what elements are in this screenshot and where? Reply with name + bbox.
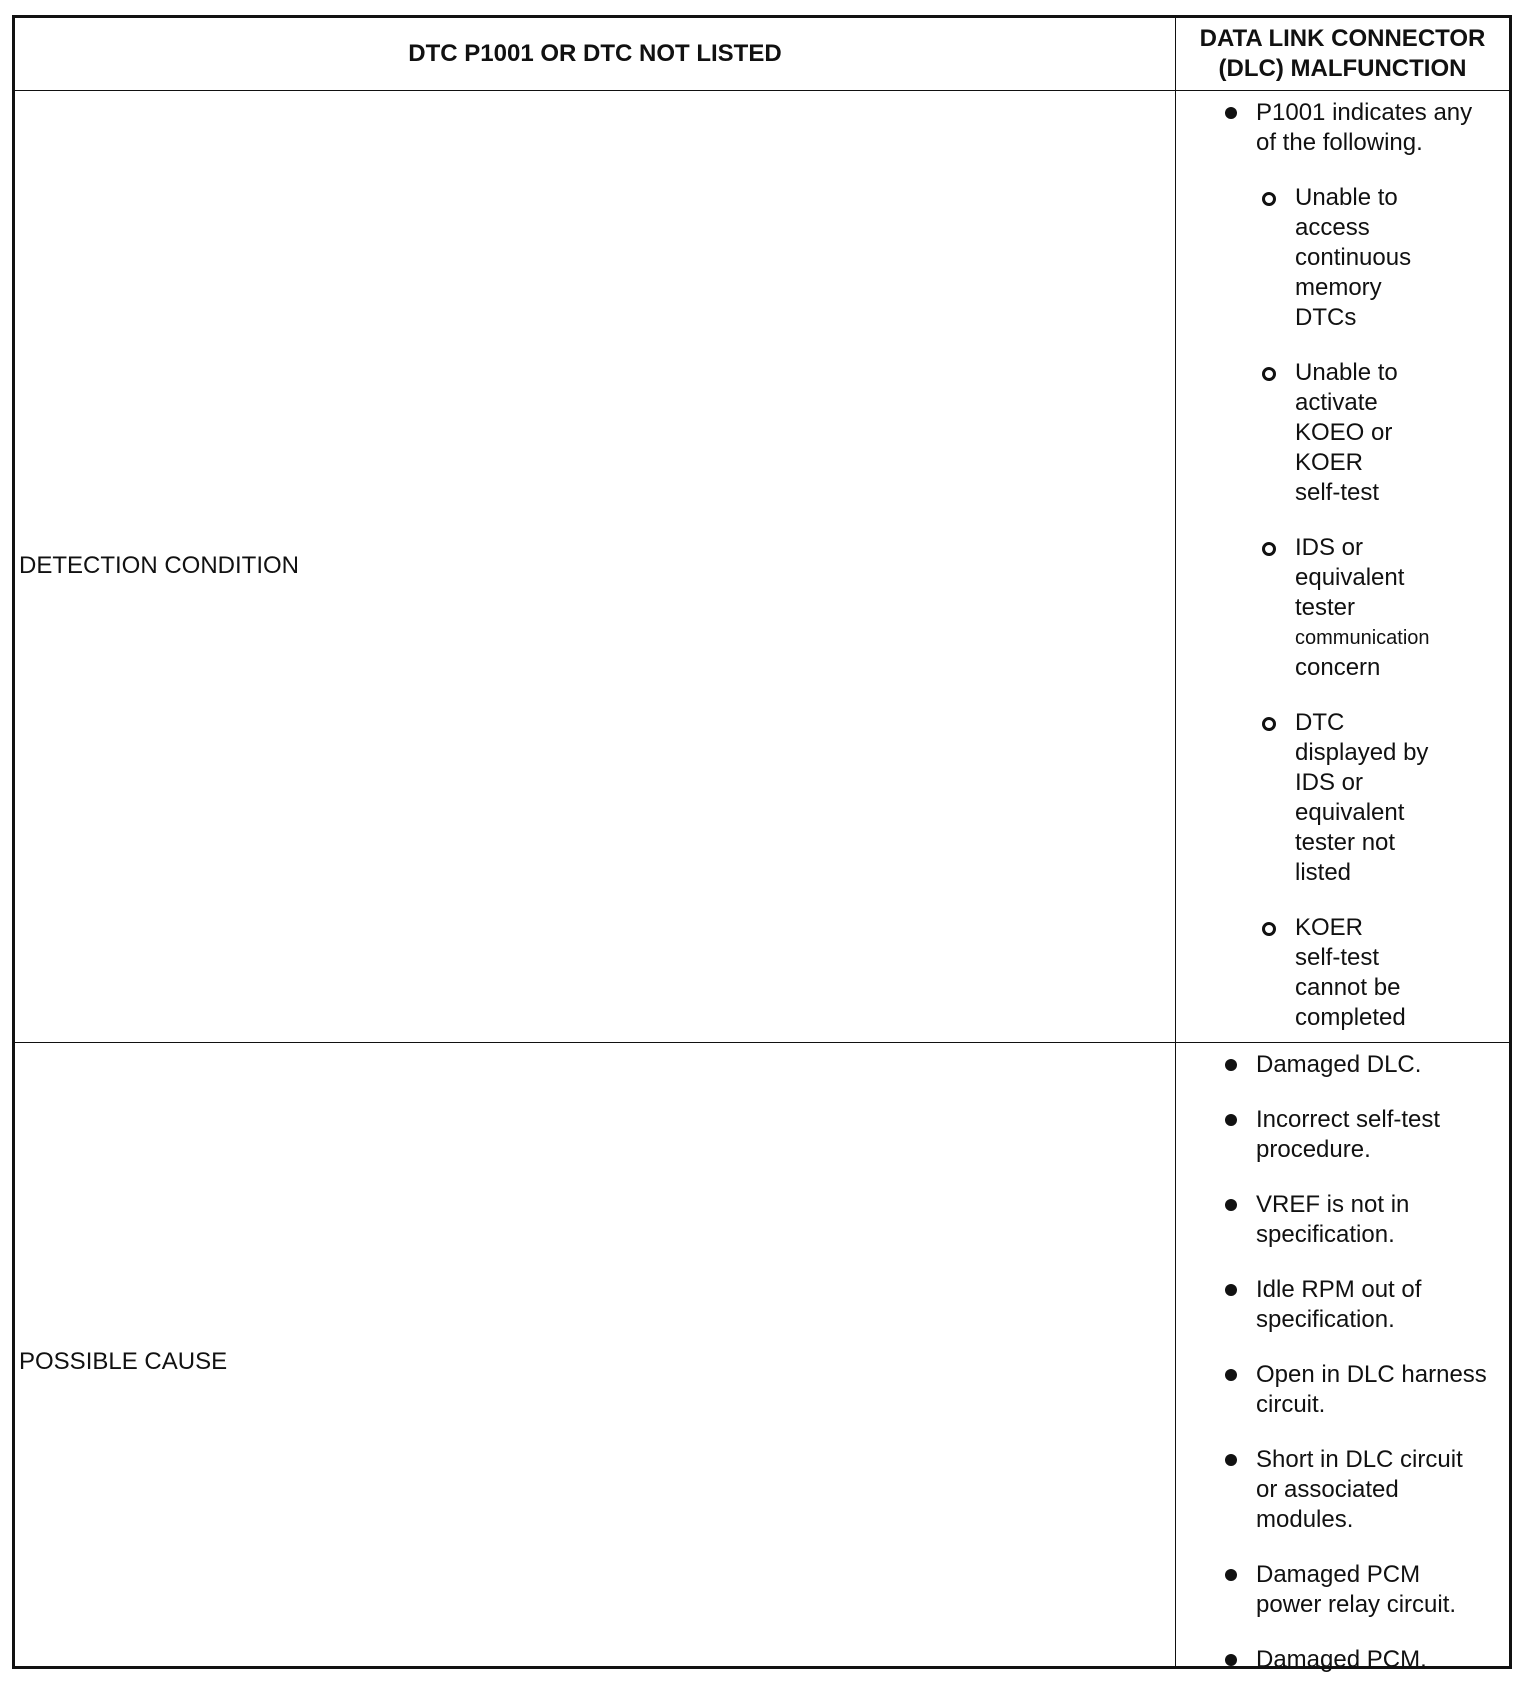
detection-main-line: of the following. bbox=[1256, 129, 1423, 156]
cause-item-line: circuit. bbox=[1256, 1391, 1326, 1418]
detection-sub-item bbox=[1295, 183, 1455, 333]
sub-item-line: IDS or bbox=[1295, 534, 1364, 561]
sub-item-line: equivalent bbox=[1295, 564, 1405, 591]
header-malfunction-title bbox=[1176, 18, 1509, 90]
possible-cause-cell bbox=[1176, 1050, 1509, 1700]
cause-item bbox=[1220, 1445, 1509, 1535]
sub-item-line: Unable to bbox=[1295, 359, 1398, 386]
sub-item-line: activate bbox=[1295, 389, 1378, 416]
cause-item bbox=[1220, 1105, 1509, 1165]
detection-main-line: P1001 indicates any bbox=[1256, 99, 1473, 126]
detection-sub-item bbox=[1295, 708, 1455, 888]
cause-item bbox=[1220, 1360, 1509, 1420]
sub-item-line: DTC bbox=[1295, 709, 1345, 736]
cause-item-line: modules. bbox=[1256, 1506, 1354, 1533]
sub-item-line: memory bbox=[1295, 274, 1382, 301]
sub-item-line: communication bbox=[1295, 627, 1430, 649]
sub-item-line: tester bbox=[1295, 594, 1356, 621]
detection-sub-list bbox=[1220, 183, 1509, 1033]
sub-item-line: continuous bbox=[1295, 244, 1412, 271]
sub-item-line: listed bbox=[1295, 859, 1352, 886]
cause-item bbox=[1220, 1190, 1509, 1250]
cause-item-line: specification. bbox=[1256, 1221, 1395, 1248]
detection-condition-label: DETECTION CONDITION bbox=[19, 552, 299, 579]
sub-item-line: KOEO or bbox=[1295, 419, 1393, 446]
cause-item-line: specification. bbox=[1256, 1306, 1395, 1333]
detection-condition-cell bbox=[1176, 98, 1509, 1058]
header-malfunction-line1: DATA LINK CONNECTOR bbox=[1199, 25, 1486, 52]
detection-sub-item bbox=[1295, 533, 1455, 683]
detection-main-bullet bbox=[1220, 98, 1509, 158]
cause-item bbox=[1220, 1050, 1509, 1080]
cause-item bbox=[1220, 1560, 1509, 1620]
sub-item-line: KOER bbox=[1295, 914, 1364, 941]
sub-item-line: IDS or bbox=[1295, 769, 1364, 796]
header-malfunction-line2: (DLC) MALFUNCTION bbox=[1218, 55, 1467, 82]
sub-item-line: tester not bbox=[1295, 829, 1396, 856]
sub-item-line: completed bbox=[1295, 1004, 1406, 1031]
cause-item-line: procedure. bbox=[1256, 1136, 1371, 1163]
cause-item-line: Damaged PCM. bbox=[1256, 1646, 1427, 1673]
cause-item-line: Idle RPM out of bbox=[1256, 1276, 1422, 1303]
cause-item-line: Damaged PCM bbox=[1256, 1561, 1421, 1588]
cause-item-line: power relay circuit. bbox=[1256, 1591, 1457, 1618]
sub-item-line: displayed by bbox=[1295, 739, 1429, 766]
cause-item-line: Incorrect self-test bbox=[1256, 1106, 1441, 1133]
sub-item-line: concern bbox=[1295, 654, 1381, 681]
sub-item-line: KOER bbox=[1295, 449, 1364, 476]
sub-item-line: DTCs bbox=[1295, 304, 1357, 331]
cause-item bbox=[1220, 1645, 1509, 1675]
sub-item-line: equivalent bbox=[1295, 799, 1405, 826]
cause-item bbox=[1220, 1275, 1509, 1335]
sub-item-line: access bbox=[1295, 214, 1370, 241]
detection-sub-item bbox=[1295, 358, 1455, 508]
cause-item-line: Open in DLC harness bbox=[1256, 1361, 1487, 1388]
cause-item-line: Damaged DLC. bbox=[1256, 1051, 1422, 1078]
dtc-table bbox=[12, 15, 1512, 1673]
detection-sub-item bbox=[1295, 913, 1455, 1033]
header-divider bbox=[15, 90, 1509, 91]
sub-item-line: self-test bbox=[1295, 944, 1380, 971]
sub-item-line: self-test bbox=[1295, 479, 1380, 506]
possible-cause-label: POSSIBLE CAUSE bbox=[19, 1348, 228, 1375]
cause-item-line: Short in DLC circuit bbox=[1256, 1446, 1463, 1473]
sub-item-line: cannot be bbox=[1295, 974, 1401, 1001]
cause-item-line: VREF is not in bbox=[1256, 1191, 1410, 1218]
sub-item-line: Unable to bbox=[1295, 184, 1398, 211]
header-dtc-title: DTC P1001 OR DTC NOT LISTED bbox=[408, 40, 782, 67]
cause-item-line: or associated bbox=[1256, 1476, 1399, 1503]
